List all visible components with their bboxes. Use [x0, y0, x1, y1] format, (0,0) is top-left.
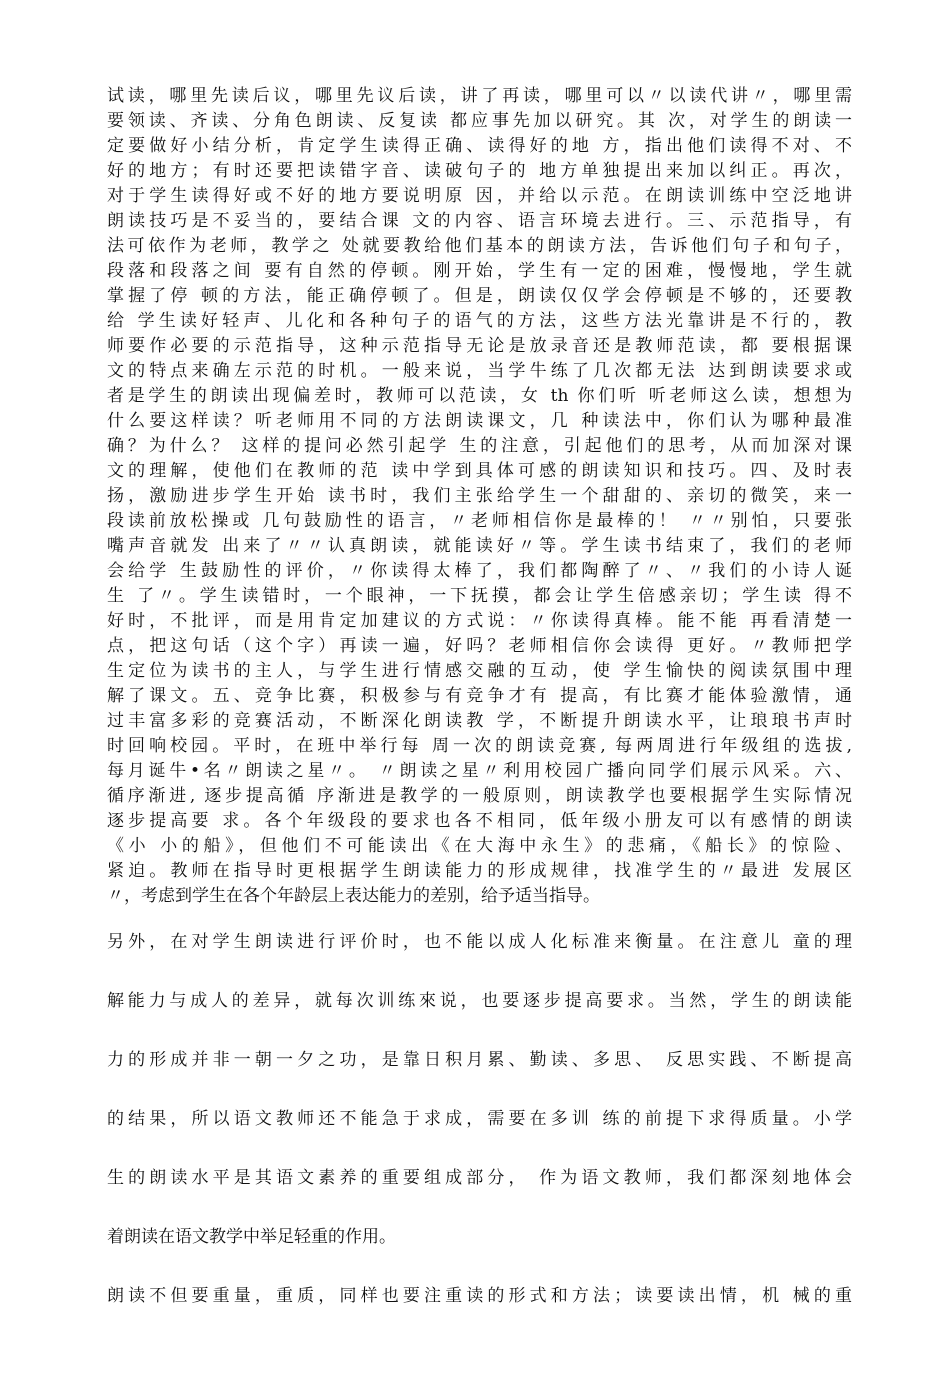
text-line: 朗读不但要重量，重质，同样也要注重读的形式和方法；读要读出情，机 械的重 — [107, 1286, 852, 1306]
text-line: 解了课文。五、竞争比赛，积极参与有竞争才有 提高，有比赛才能体验激情，通 — [107, 686, 852, 706]
text-line: 逐步提高要 求。各个年级段的要求也各不相同，低年级小册友可以有感情的朗读 — [107, 811, 852, 831]
text-line: 扬，激励进步学生开始 读书时，我们主张给学生一个甜甜的、亲切的微笑，来一 — [107, 486, 852, 506]
text-line: 时回响校园。平时，在班中举行每 周一次的朗读竞赛, 每两周进行年级组的选拔, — [107, 736, 852, 756]
text-line: 每月诞牛•名〃朗读之星〃。 〃朗读之星〃利用校园广播向同学们展示风采。六、 — [107, 761, 852, 781]
text-line: 另外，在对学生朗读进行评价时，也不能以成人化标准来衡量。在注意儿 童的理 — [107, 932, 852, 952]
text-line: 段落和段落之间 要有自然的停顿。刚开始，学生有一定的困难，慢慢地，学生就 — [107, 261, 852, 281]
text-line: 掌握了停 顿的方法，能正确停顿了。但是，朗读仅仅学会停顿是不够的，还要教 — [107, 286, 852, 306]
text-line: 循序渐进, 逐步提高循 序渐进是教学的一般原则，朗读教学也要根据学生实际情况 — [107, 786, 852, 806]
text-line: 对于学生读得好或不好的地方要说明原 因，并给以示范。在朗读训练中空泛地讲 — [107, 186, 852, 206]
text-line: 嘴声音就发 出来了〃〃认真朗读，就能读好〃等。学生读书结束了，我们的老师 — [107, 536, 852, 556]
text-line: 着朗读在语文教学中举足轻重的作用。 — [107, 1227, 396, 1247]
text-line: 者是学生的朗读出现偏差时，教师可以范读，女 th 你们听 听老师这么读，想想为 — [107, 386, 852, 406]
text-line: 文的特点来确左示范的时机。一般来说，当学牛练了几次都无法 达到朗读要求或 — [107, 361, 852, 381]
text-line: 《小 小的船》，但他们不可能读出《在大海中永生》的悲痛，《船长》的惊险、 — [107, 836, 852, 856]
text-line: 段读前放松操或 几句鼓励性的语言，〃老师相信你是最棒的！ 〃〃别怕，只要张 — [107, 511, 852, 531]
text-line: 师要作必要的示范指导，这种示范指导无论是放录音还是教师范读，都 要根据课 — [107, 336, 852, 356]
text-line: 生 了〃。学生读错时，一个眼神，一下抚摸，都会让学生倍感亲切；学生读 得不 — [107, 586, 852, 606]
text-line: 试读，哪里先读后议，哪里先议后读，讲了再读，哪里可以〃以读代讲〃，哪里需 — [107, 86, 852, 106]
text-line: 生的朗读水平是其语文素养的重要组成部分， 作为语文教师，我们都深刻地体会 — [107, 1168, 852, 1188]
text-line: 给 学生读好轻声、儿化和各种句子的语气的方法，这些方法光靠讲是不行的，教 — [107, 311, 852, 331]
text-line: 定要做好小结分析，肯定学生读得正确、读得好的地 方，指出他们读得不对、不 — [107, 136, 852, 156]
text-line: 〃，考虑到学生在各个年龄层上表达能力的差别，给予适当指导。 — [107, 886, 600, 906]
text-line: 生定位为读书的主人，与学生进行情感交融的互动，使 学生愉快的阅读氛围中理 — [107, 661, 852, 681]
text-line: 点，把这句话（这个字）再读一遍，好吗？老师相信你会读得 更好。〃教师把学 — [107, 636, 852, 656]
text-line: 紧迫。教师在指导时更根据学生朗读能力的形成规律，找准学生的〃最进 发展区 — [107, 861, 852, 881]
text-line: 法可依作为老师，教学之 处就要教给他们基本的朗读方法，告诉他们句子和句子， — [107, 236, 852, 256]
text-line: 过丰富多彩的竞赛活动，不断深化朗读教 学，不断提升朗读水平，让琅琅书声时 — [107, 711, 852, 731]
text-line: 文的理解，使他们在教师的范 读中学到具体可感的朗读知识和技巧。四、及时表 — [107, 461, 852, 481]
text-line: 要领读、齐读、分角色朗读、反复读 都应事先加以研究。其 次，对学生的朗读一 — [107, 111, 852, 131]
text-line: 确？为什么？ 这样的提问必然引起学 生的注意，引起他们的思考，从而加深对课 — [107, 436, 852, 456]
text-line: 力的形成并非一朝一夕之功，是靠日积月累、勤读、多思、 反思实践、不断提高 — [107, 1050, 852, 1070]
text-line: 朗读技巧是不妥当的，要结合课 文的内容、语言环境去进行。三、示范指导，有 — [107, 211, 852, 231]
text-line: 解能力与成人的差异，就每次训练來说，也要逐步提高要求。当然，学生的朗读能 — [107, 991, 852, 1011]
text-line: 会给学 生鼓励性的评价，〃你读得太棒了，我们都陶醉了〃、〃我们的小诗人诞 — [107, 561, 852, 581]
text-line: 好时，不批评，而是用肯定加建议的方式说：〃你读得真棒。能不能 再看清楚一 — [107, 611, 852, 631]
text-line: 好的地方；有时还要把读错字音、读破句子的 地方单独提出来加以纠正。再次， — [107, 161, 852, 181]
text-line: 的结果，所以语文教师还不能急于求成，需要在多训 练的前提下求得质量。小学 — [107, 1109, 852, 1129]
text-line: 什么要这样读？听老师用不同的方法朗读课文，几 种读法中，你们认为哪种最准 — [107, 411, 852, 431]
